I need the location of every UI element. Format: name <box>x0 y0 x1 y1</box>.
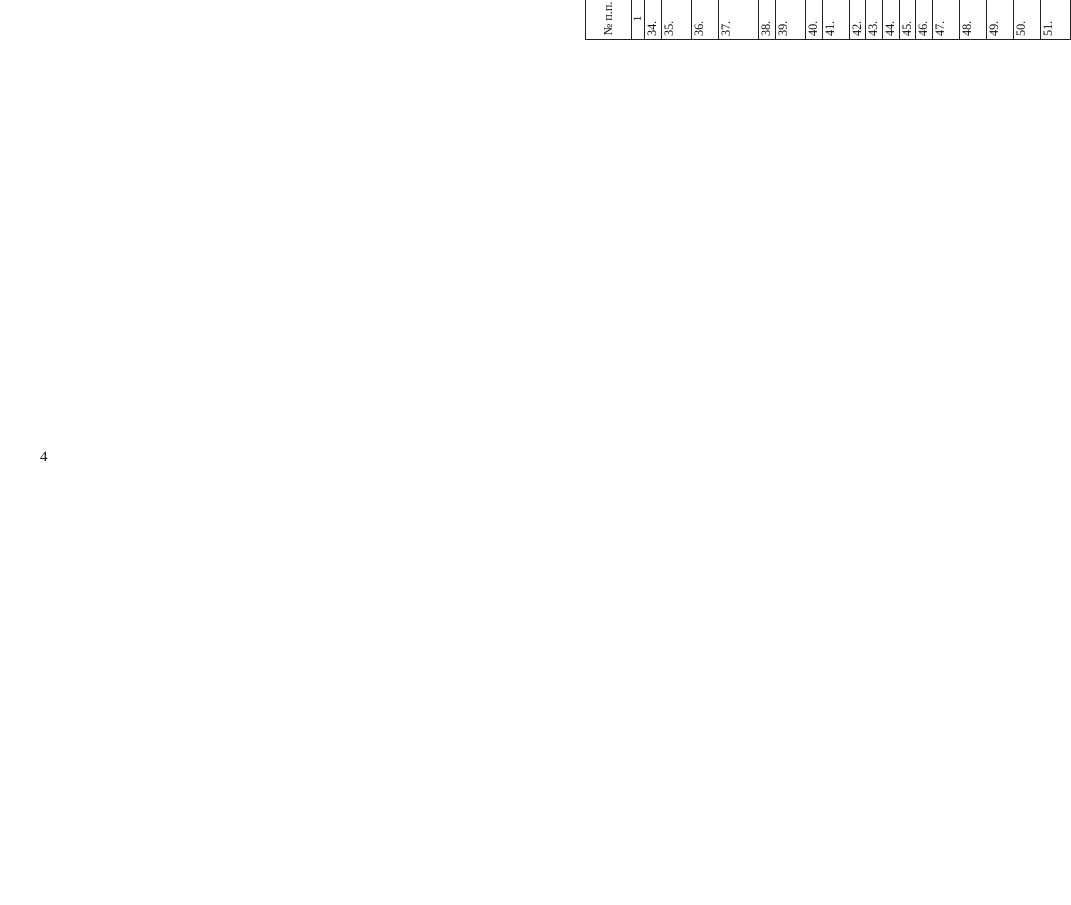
header-no: № п.п. <box>586 0 632 40</box>
table-row <box>822 0 849 40</box>
table-row <box>849 0 866 40</box>
row-number: 51. <box>1040 0 1070 40</box>
row-number: 50. <box>1013 0 1040 40</box>
row-number: 45. <box>899 0 916 40</box>
table-row <box>758 0 775 40</box>
column-number-row <box>632 0 645 40</box>
row-number: 42. <box>849 0 866 40</box>
table-row <box>932 0 959 40</box>
table-row <box>882 0 899 40</box>
row-number: 49. <box>986 0 1013 40</box>
table-row <box>805 0 822 40</box>
equipment-parameters-table <box>585 0 1071 40</box>
row-number: 37. <box>718 0 758 40</box>
table-row <box>916 0 933 40</box>
table-row <box>718 0 758 40</box>
row-number: 44. <box>882 0 899 40</box>
row-number: 41. <box>822 0 849 40</box>
table-row <box>691 0 718 40</box>
table-row <box>1013 0 1040 40</box>
row-number: 40. <box>805 0 822 40</box>
row-number: 46. <box>916 0 933 40</box>
table-row <box>986 0 1013 40</box>
table-row <box>899 0 916 40</box>
header-row <box>586 0 632 40</box>
table-row <box>661 0 691 40</box>
row-number: 34. <box>645 0 662 40</box>
row-number: 36. <box>691 0 718 40</box>
page-number: 4 <box>40 449 48 465</box>
row-number: 48. <box>959 0 986 40</box>
row-number: 38. <box>758 0 775 40</box>
row-number: 39. <box>775 0 805 40</box>
table-row <box>1040 0 1070 40</box>
rotated-table-wrapper <box>585 0 1053 40</box>
table-row <box>959 0 986 40</box>
table-row <box>866 0 883 40</box>
row-number: 47. <box>932 0 959 40</box>
table-row <box>645 0 662 40</box>
column-number: 1 <box>632 0 645 40</box>
table-row <box>775 0 805 40</box>
row-number: 35. <box>661 0 691 40</box>
row-number: 43. <box>866 0 883 40</box>
